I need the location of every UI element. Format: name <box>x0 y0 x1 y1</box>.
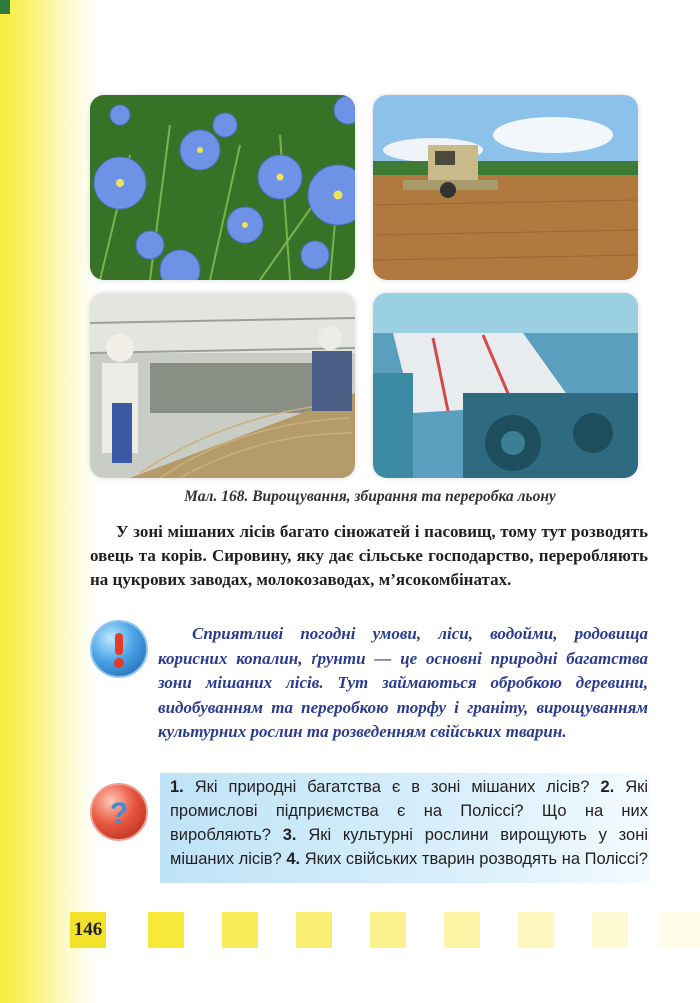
decorative-square <box>444 912 480 948</box>
page-side-band <box>0 0 95 1003</box>
decorative-square <box>370 912 406 948</box>
question-3-text: Які культурні рослини вирощують у зоні мішаних лісів? <box>170 826 648 868</box>
question-1-number: 1. <box>170 778 184 796</box>
question-2-text: Які промислові підприємства є на Поліссі? Що на них виробляють? <box>170 778 648 844</box>
decorative-square <box>660 912 700 948</box>
question-1-text: Які природні багатства є в зоні мішаних лісів? <box>194 778 601 796</box>
key-facts-highlight: Сприятливі погодні умови, ліси, водойми, родовища корисних копалин, ґрунти — це основні природні багатства зони мішаних лісів. Тут займаються обробкою деревини, видобуванням та переробкою торфу і граніту, вирощуванням культурних рослин та розведенням свійських тварин. <box>158 624 648 741</box>
body-paragraph <box>90 520 648 592</box>
flax-flowers-photo <box>90 95 355 280</box>
question-4-text: Яких свійських тварин розводять на Поліссі? <box>304 850 648 868</box>
question-4-number: 4. <box>286 850 301 868</box>
review-questions <box>170 775 648 871</box>
figure-caption: Мал. 168. Вирощування, збирання та переробка льону <box>184 488 556 505</box>
flax-processing-photo <box>90 293 355 478</box>
decorative-square <box>222 912 258 948</box>
harvest-combine-photo <box>373 95 638 280</box>
svg-text:?: ? <box>109 797 129 830</box>
exclamation-icon <box>90 620 148 678</box>
decorative-square <box>592 912 628 948</box>
decorative-square <box>296 912 332 948</box>
body-paragraph-text: У зоні мішаних лісів багато сіножатей і пасовищ, тому тут розводять овець та корів. Сировину, яку дає сільське господарство, переробляють на цукрових заводах, молокозаводах, м’ясокомбінатах. <box>90 522 648 589</box>
decorative-square <box>148 912 184 948</box>
decorative-square <box>518 912 554 948</box>
corner-mark <box>0 0 10 14</box>
weaving-loom-photo <box>373 293 638 478</box>
page-number: 146 <box>70 912 106 948</box>
question-3-number: 3. <box>282 826 297 844</box>
question-2-number: 2. <box>600 778 615 796</box>
question-icon <box>90 783 148 841</box>
